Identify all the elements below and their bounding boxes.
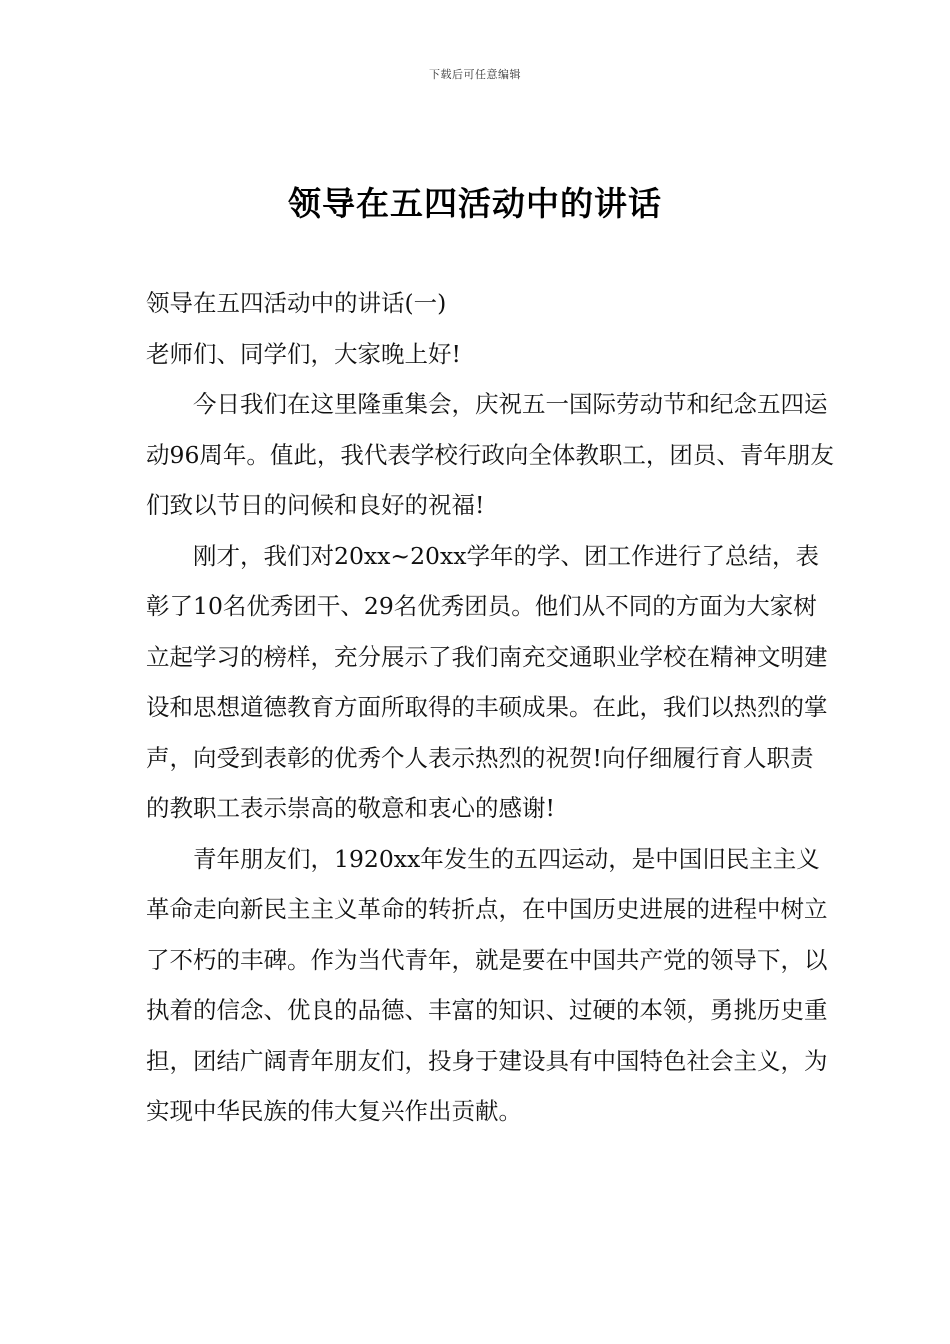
document-title: 领导在五四活动中的讲话 (288, 184, 662, 223)
body-paragraph-3: 青年朋友们，1920xx年发生的五四运动，是中国旧民主主义革命走向新民主主义革命的转折点，在中国历史进展的进程中树立了不朽的丰碑。作为当代青年，就是要在中国共产党的领导下，以执着的信念、优良的品德、丰富的知识、过硬的本领，勇挑历史重担，团结广阔青年朋友们，投身于建设具有中国特色社会主义，为实现中华民族的伟大复兴作出贡献。 (146, 844, 828, 1125)
body-paragraph-1: 今日我们在这里隆重集会，庆祝五一国际劳动节和纪念五四运动96周年。值此，我代表学校行政向全体教职工，团员、青年朋友们致以节日的问候和良好的祝福! (146, 390, 834, 519)
document-body (146, 278, 836, 1137)
greeting: 老师们、同学们，大家晚上好! (146, 339, 461, 368)
section-subtitle: 领导在五四活动中的讲话(一) (146, 289, 447, 317)
header-note: 下载后可任意编辑 (429, 68, 521, 81)
body-paragraph-2: 刚才，我们对20xx~20xx学年的学、团工作进行了总结，表彰了10名优秀团干、29名优秀团员。他们从不同的方面为大家树立起学习的榜样，充分展示了我们南充交通职业学校在精神文明建设和思想道德教育方面所取得的丰硕成果。在此，我们以热烈的掌声，向受到表彰的优秀个人表示热烈的祝贺!向仔细履行育人职责的教职工表示崇高的敬意和衷心的感谢! (146, 541, 828, 822)
